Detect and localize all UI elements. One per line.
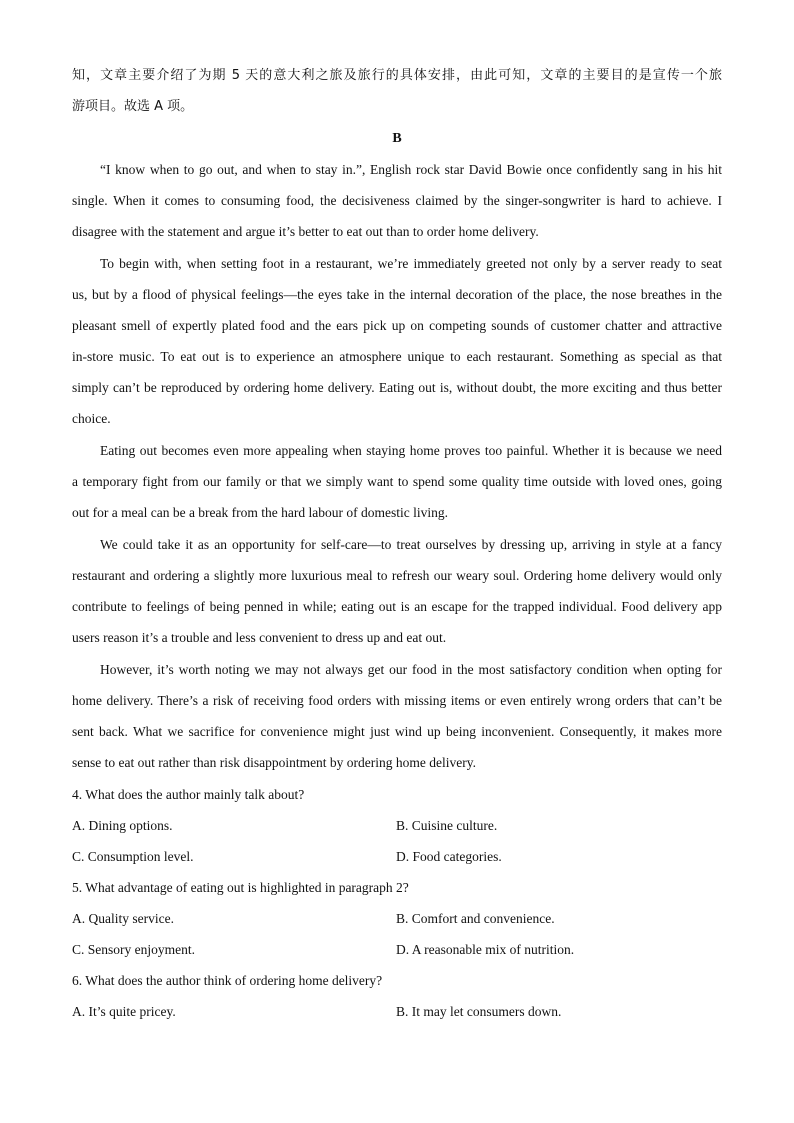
passage-line: However, it’s worth noting we may not always get our food in the most satisfactory condition when opting for (100, 662, 722, 677)
passage-line: single. When it comes to consuming food, the decisiveness claimed by the singer-songwriter is hard to achieve. I (72, 193, 722, 208)
passage-line: To begin with, when setting foot in a restaurant, we’re immediately greeted not only by a server ready to seat (100, 256, 722, 271)
question-stem: 5. What advantage of eating out is highlighted in paragraph 2? (72, 880, 409, 895)
explanation-line: 游项目。故选 A 项。 (72, 99, 194, 114)
option-a: A. Quality service. (72, 911, 174, 926)
passage-line: Eating out becomes even more appealing when staying home proves too painful. Whether it is because we need (100, 443, 722, 458)
option-d: D. Food categories. (396, 849, 502, 864)
passage-line: home delivery. There’s a risk of receiving food orders with missing items or even entirely wrong orders that can’t be (72, 693, 722, 708)
passage-line: We could take it as an opportunity for self-care—to treat ourselves by dressing up, arriving in style at a fancy (100, 537, 722, 552)
option-c: C. Sensory enjoyment. (72, 942, 195, 957)
section-heading: B (392, 131, 402, 146)
option-b: B. Cuisine culture. (396, 818, 498, 833)
passage-line: restaurant and ordering a slightly more luxurious meal to refresh our weary soul. Ordering home delivery would only (72, 568, 722, 583)
passage-line: contribute to feelings of being penned in while; eating out is an escape for the trapped individual. Food delivery app (72, 599, 722, 614)
option-a: A. Dining options. (72, 818, 173, 833)
passage-line: sent back. What we sacrifice for convenience might just wind up being inconvenient. Consequently, it makes more (72, 724, 722, 739)
passage-line: simply can’t be reproduced by ordering home delivery. Eating out is, without doubt, the more exciting and thus better (72, 380, 722, 395)
question-stem: 6. What does the author think of ordering home delivery? (72, 973, 383, 988)
passage-line: disagree with the statement and argue it’s better to eat out than to order home delivery. (72, 224, 539, 239)
passage-line: “I know when to go out, and when to stay in.”, English rock star David Bowie once confidently sang in his hit (100, 162, 722, 177)
passage-line: sense to eat out rather than risk disappointment by ordering home delivery. (72, 755, 477, 770)
passage-line: a temporary fight from our family or that we simply want to spend some quality time outside with loved ones, going (72, 474, 722, 489)
passage-line: users reason it’s a trouble and less convenient to dress up and eat out. (72, 630, 447, 645)
passage-line: out for a meal can be a break from the hard labour of domestic living. (72, 505, 448, 520)
option-a: A. It’s quite pricey. (72, 1004, 176, 1019)
question-stem: 4. What does the author mainly talk about? (72, 787, 305, 802)
option-c: C. Consumption level. (72, 849, 194, 864)
explanation-line: 知，文章主要介绍了为期 5 天的意大利之旅及旅行的具体安排，由此可知，文章的主要目的是宣传一个旅 (72, 68, 722, 83)
option-b: B. It may let consumers down. (396, 1004, 562, 1019)
passage-line: us, but by a flood of physical feelings—the eyes take in the internal decoration of the place, the nose breathes in the (72, 287, 722, 302)
passage-line: pleasant smell of expertly plated food and the ears pick up on competing sounds of customer chatter and attractive (72, 318, 722, 333)
passage-line: choice. (72, 411, 111, 426)
option-b: B. Comfort and convenience. (396, 911, 555, 926)
passage-line: in-store music. To eat out is to experience an atmosphere unique to each restaurant. Something as special as that (72, 349, 722, 364)
option-d: D. A reasonable mix of nutrition. (396, 942, 575, 957)
